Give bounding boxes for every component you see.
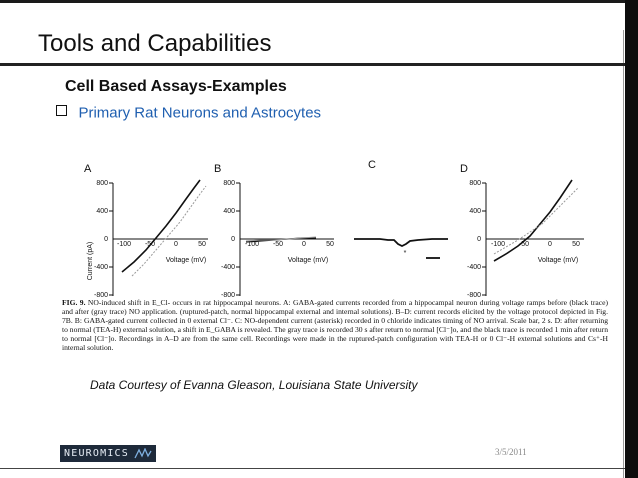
panel-a-xtick: 0 <box>174 241 178 248</box>
panel-d-xtick: 0 <box>548 241 552 248</box>
panel-d-ytick: -800 <box>466 292 481 299</box>
panel-a-xtick: -100 <box>116 241 132 248</box>
panel-b-ytick: -400 <box>220 264 235 271</box>
logo-text: NEUROMICS <box>64 448 129 459</box>
panel-a-letter: A <box>84 163 92 175</box>
panel-a-ytick: 800 <box>96 180 108 187</box>
panel-c <box>354 159 448 258</box>
panel-d-ytick: -400 <box>466 264 481 271</box>
panel-a-ytick: -400 <box>93 264 108 271</box>
panel-b-xlabel: Voltage (mV) <box>287 257 329 264</box>
panel-d-ytick: 0 <box>477 236 481 243</box>
panel-b-xtick: 0 <box>302 241 306 248</box>
panel-b-ytick: -800 <box>220 292 235 299</box>
panel-a-ytick: 400 <box>96 208 108 215</box>
panel-d-black-trace <box>494 180 572 261</box>
right-bar-divider <box>623 30 624 478</box>
panel-b-ytick: 0 <box>231 236 235 243</box>
bullet-text[interactable]: Primary Rat Neurons and Astrocytes <box>78 104 322 122</box>
panel-b <box>214 163 334 299</box>
caption-body: NO-induced shift in E_Cl- occurs in rat hippocampal neurons. A: GABA-gated currents recorded from a hippocampal neuron during voltage ramps before (black trace) and after (gray trace) NO application. (ruptured-patch, normal hippocampal external and internal solutions). B–D: current records elicited by the voltage protocol depicted in Fig. 7B. B: GABA-gated current collected in 0 external Cl⁻. C: NO-dependent current (asterisk) recorded in 0 chloride indicates timing of NO arrival. Scale bar, 2 s. D: after returning to normal (TEA-H) external solution, a shift in E_GABA is revealed. The gray trace is recorded 30 s after return to normal [Cl⁻]o, and the black trace is recorded 1 min after return to normal [Cl⁻]o. Recordings in A–D are from the same cell. Recordings were made in the ruptured-patch configuration with TEA-H or 0 Cl⁻-H external solutions and Cs⁺-H internal solution. <box>62 298 609 353</box>
neuromics-logo-icon <box>60 445 156 462</box>
panel-c-asterisk: * <box>403 250 407 257</box>
panel-d-xtick: 50 <box>572 241 580 248</box>
panel-d-xtick: -100 <box>490 241 506 248</box>
checkbox-bullet-icon <box>56 105 67 116</box>
panel-c-letter: C <box>368 159 376 171</box>
footer-rule <box>0 468 625 469</box>
panel-d-letter: D <box>460 163 468 175</box>
slide-subtitle: Cell Based Assays-Examples <box>65 78 287 95</box>
panel-a <box>84 163 208 299</box>
panel-a-ytick: 0 <box>104 236 108 243</box>
panel-d-ytick: 400 <box>469 208 481 215</box>
caption-head: FIG. 9. <box>62 298 86 307</box>
logo-mark-icon <box>134 448 152 459</box>
panel-b-letter: B <box>214 163 222 175</box>
panel-a-xlabel: Voltage (mV) <box>165 257 207 264</box>
panel-d <box>460 163 584 299</box>
figure-caption <box>62 298 608 353</box>
panel-d-xtick: -50 <box>518 241 530 248</box>
panel-b-ytick: 400 <box>223 208 235 215</box>
panel-b-xtick: 50 <box>326 241 334 248</box>
title-rule <box>0 63 625 66</box>
panel-a-xtick: 50 <box>198 241 206 248</box>
slide-title: Tools and Capabilities <box>38 30 272 57</box>
panel-a-ytick: -800 <box>93 292 108 299</box>
panel-d-xlabel: Voltage (mV) <box>537 257 579 264</box>
panel-d-gray-trace <box>494 188 578 254</box>
panel-b-ytick: 800 <box>223 180 235 187</box>
slide-date: 3/5/2011 <box>495 447 527 457</box>
panel-d-ytick: 800 <box>469 180 481 187</box>
right-edge-bar <box>625 0 638 478</box>
panel-a-xtick: -50 <box>144 241 156 248</box>
data-credit: Data Courtesy of Evanna Gleason, Louisiana State University <box>90 378 418 392</box>
panel-a-ylabel: Current (pA) <box>87 241 94 281</box>
panel-b-xtick: -50 <box>272 241 284 248</box>
panel-c-no-current-trace <box>354 239 448 246</box>
top-rule <box>0 0 638 3</box>
panel-b-xtick: -100 <box>244 241 260 248</box>
bullet-item <box>56 104 321 124</box>
